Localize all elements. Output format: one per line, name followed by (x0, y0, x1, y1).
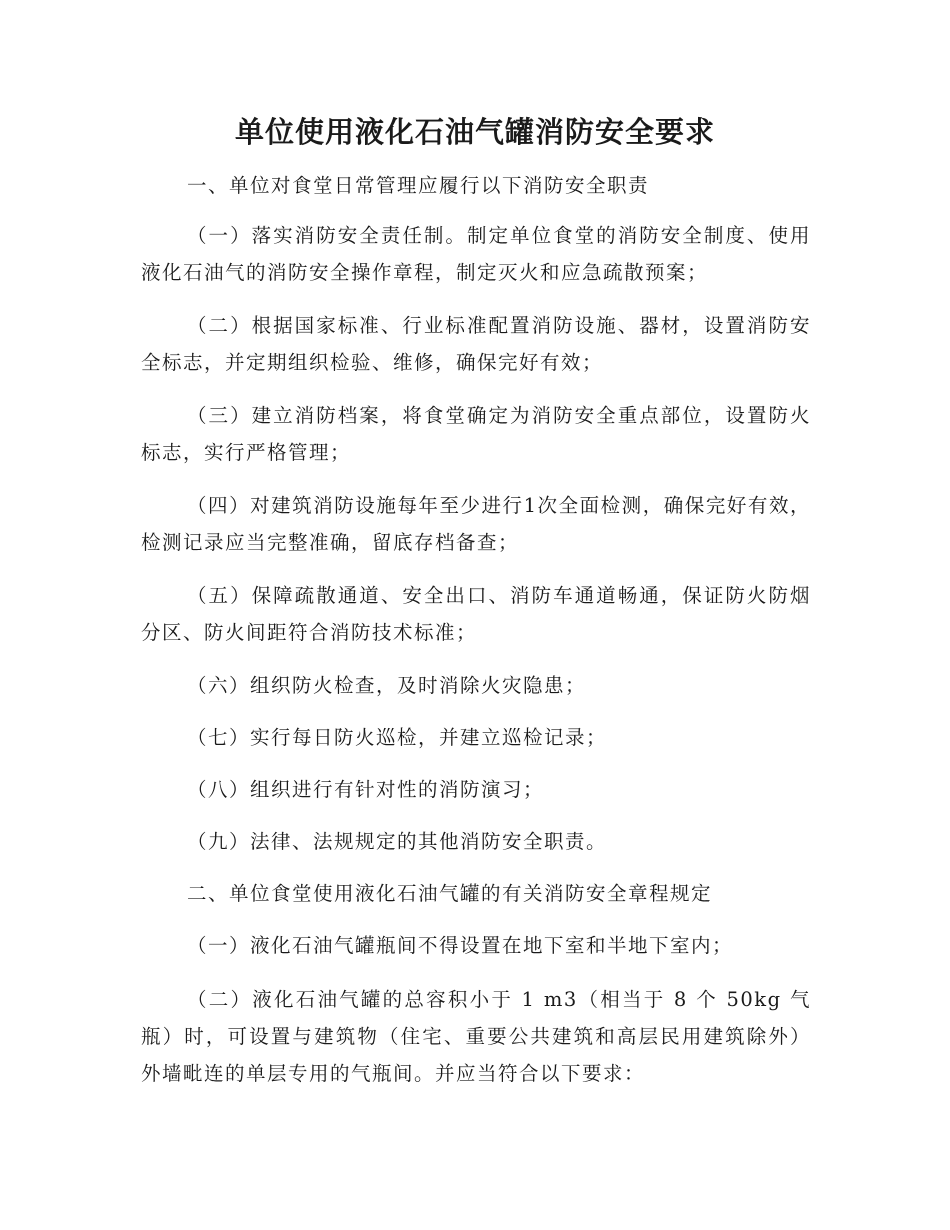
list-item: （二）根据国家标准、行业标准配置消防设施、器材，设置消防安全标志，并定期组织检验、维修，确保完好有效； (141, 314, 811, 374)
document-title: 单位使用液化石油气罐消防安全要求 (234, 115, 715, 149)
list-item: （九）法律、法规规定的其他消防安全职责。 (187, 830, 608, 853)
list-item: （五）保障疏散通道、安全出口、消防车通道畅通，保证防火防烟分区、防火间距符合消防技术标准； (141, 584, 811, 644)
list-item: （八）组织进行有针对性的消防演习； (187, 778, 545, 801)
list-item: （三）建立消防档案，将食堂确定为消防安全重点部位，设置防火标志，实行严格管理； (141, 404, 811, 464)
list-item: （一）落实消防安全责任制。制定单位食堂的消防安全制度、使用液化石油气的消防安全操作章程，制定灭火和应急疏散预案； (141, 224, 811, 284)
list-item: （六）组织防火检查，及时消除火灾隐患； (187, 674, 587, 697)
list-item: （一）液化石油气罐瓶间不得设置在地下室和半地下室内； (187, 934, 734, 957)
section-heading-1: 一、单位对食堂日常管理应履行以下消防安全职责 (187, 174, 650, 197)
list-item: （七）实行每日防火巡检，并建立巡检记录； (187, 726, 608, 749)
list-item: （四）对建筑消防设施每年至少进行1次全面检测，确保完好有效，检测记录应当完整准确，留底存档备查； (141, 494, 811, 554)
section-heading-2: 二、单位食堂使用液化石油气罐的有关消防安全章程规定 (187, 882, 713, 905)
list-item: （二）液化石油气罐的总容积小于 1 m3（相当于 8 个 50kg 气瓶）时，可设置与建筑物（住宅、重要公共建筑和高层民用建筑除外）外墙毗连的单层专用的气瓶间。并应当符合以下要求： (141, 988, 811, 1085)
